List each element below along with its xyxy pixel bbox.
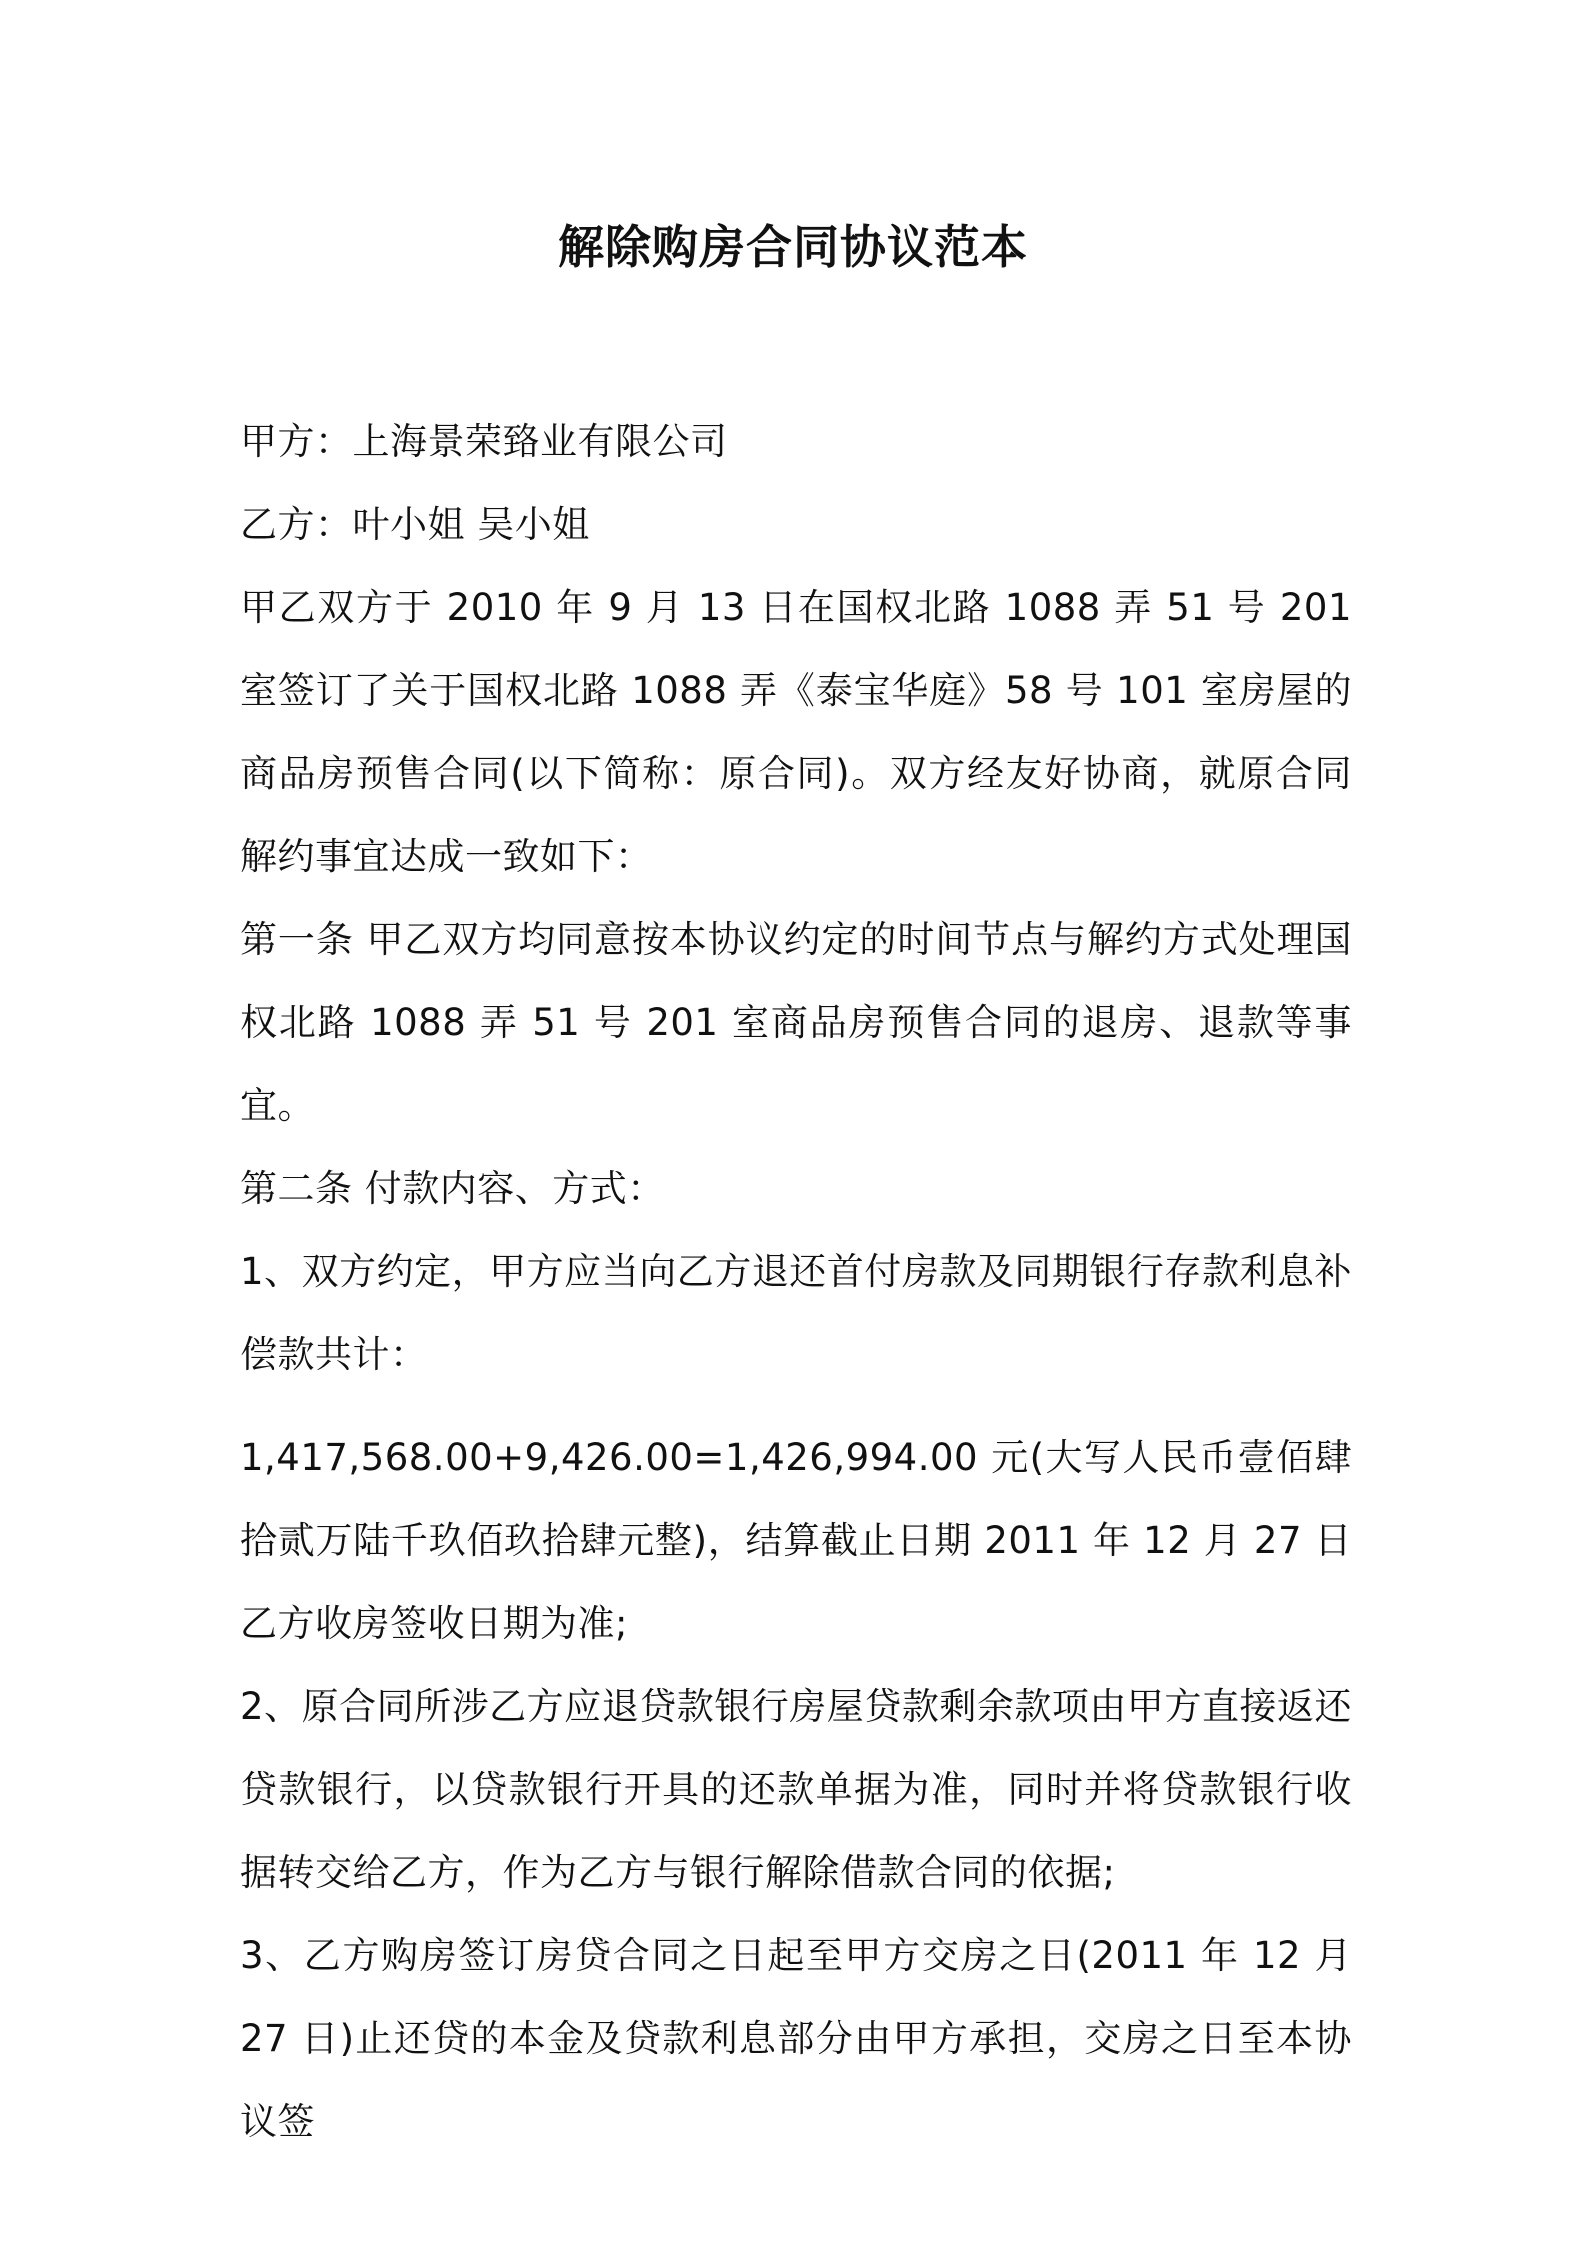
article-2-heading: 第二条 付款内容、方式： bbox=[240, 1167, 665, 1210]
item-3-paragraph: 3、乙方购房签订房贷合同之日起至甲方交房之日(2011 年 12 月 27 日)止还贷的本金及贷款利息部分由甲方承担，交房之日至本协议签 bbox=[240, 1934, 1352, 2143]
party-b-line: 乙方：叶小姐 吴小姐 bbox=[240, 503, 590, 546]
document-title: 解除购房合同协议范本 bbox=[558, 220, 1028, 274]
item-1-paragraph: 1、双方约定，甲方应当向乙方退还首付房款及同期银行存款利息补偿款共计： bbox=[240, 1250, 1352, 1376]
party-a-line: 甲方：上海景荣臵业有限公司 bbox=[240, 420, 728, 463]
item-2-paragraph: 2、原合同所涉乙方应退贷款银行房屋贷款剩余款项由甲方直接返还贷款银行，以贷款银行开具的还款单据为准，同时并将贷款银行收据转交给乙方，作为乙方与银行解除借款合同的依据; bbox=[240, 1685, 1352, 1894]
document-body bbox=[240, 400, 1352, 2163]
article-1-paragraph: 第一条 甲乙双方均同意按本协议约定的时间节点与解约方式处理国权北路 1088 弄 51 号 201 室商品房预售合同的退房、退款等事宜。 bbox=[240, 918, 1352, 1127]
preamble-paragraph: 甲乙双方于 2010 年 9 月 13 日在国权北路 1088 弄 51 号 201 室签订了关于国权北路 1088 弄《泰宝华庭》58 号 101 室房屋的商品房预售合同(以下简称：原合同)。双方经友好协商，就原合同解约事宜达成一致如下： bbox=[240, 586, 1352, 878]
item-1-amount-paragraph: 1,417,568.00+9,426.00=1,426,994.00 元(大写人民币壹佰肆拾贰万陆千玖佰玖拾肆元整)，结算截止日期 2011 年 12 月 27 日乙方收房签收日期为准; bbox=[240, 1436, 1352, 1645]
